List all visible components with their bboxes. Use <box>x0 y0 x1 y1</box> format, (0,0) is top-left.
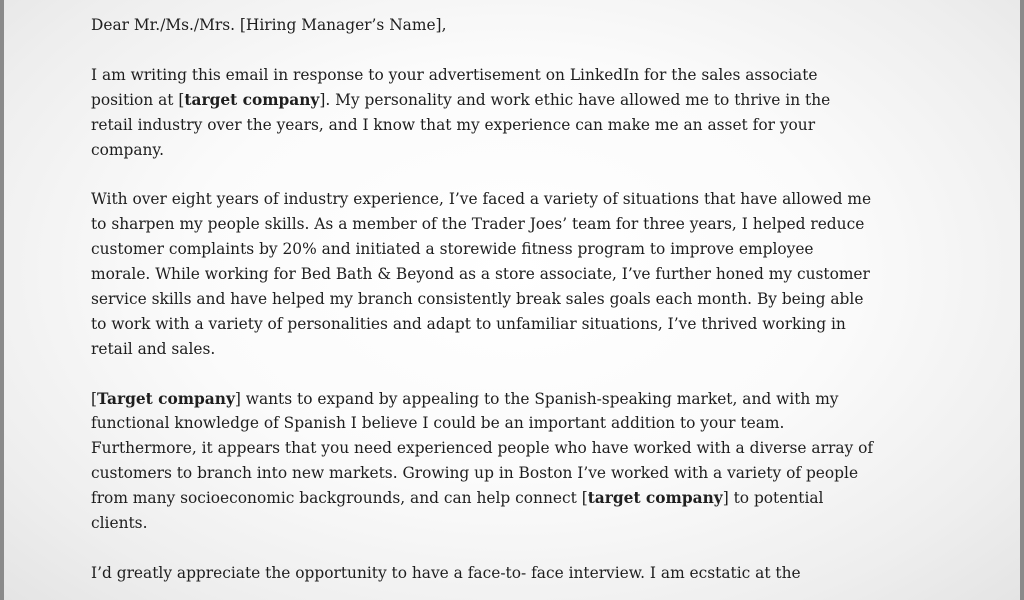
text-line <box>91 387 971 412</box>
paragraph-intro <box>91 63 971 163</box>
text-line: morale. While working for Bed Bath & Beyond as a store associate, I’ve further honed my customer <box>91 265 870 284</box>
text-run: ] wants to expand by appealing to the Spanish-speaking market, and with my <box>234 389 839 408</box>
text-line <box>91 486 971 511</box>
bold-placeholder: Target company <box>97 389 235 408</box>
text-run: ] to potential <box>722 489 824 508</box>
text-line <box>91 88 971 113</box>
paragraph-company-fit <box>91 387 971 536</box>
text-line: clients. <box>91 514 148 533</box>
page-left-border <box>0 0 4 600</box>
bold-placeholder: target company <box>587 489 723 508</box>
text-line: retail and sales. <box>91 339 216 358</box>
text-run: position at [ <box>91 90 185 109</box>
text-line: customers to branch into new markets. Growing up in Boston I’ve worked with a variety of people <box>91 464 859 483</box>
salutation: Dear Mr./Ms./Mrs. [Hiring Manager’s Name], <box>91 16 447 34</box>
text-line: to work with a variety of personalities and adapt to unfamiliar situations, I’ve thrived working in <box>91 314 846 333</box>
text-line: to sharpen my people skills. As a member of the Trader Joes’ team for three years, I helped reduce <box>91 215 865 234</box>
text-line: company. <box>91 140 164 159</box>
text-line: service skills and have helped my branch consistently break sales goals each month. By being able <box>91 289 864 308</box>
text-line: customer complaints by 20% and initiated a storewide fitness program to improve employee <box>91 240 814 259</box>
page-right-border <box>1020 0 1024 600</box>
bold-placeholder: target company <box>184 90 320 109</box>
text-line: retail industry over the years, and I know that my experience can make me an asset for your <box>91 115 816 134</box>
text-line: Furthermore, it appears that you need experienced people who have worked with a diverse array of <box>91 439 874 458</box>
text-line: I’d greatly appreciate the opportunity to have a face-to- face interview. I am ecstatic at the <box>91 563 801 582</box>
text-run: ]. My personality and work ethic have allowed me to thrive in the <box>319 90 831 109</box>
text-run: from many socioeconomic backgrounds, and can help connect [ <box>91 489 588 508</box>
text-line: I am writing this email in response to your advertisement on LinkedIn for the sales associate <box>91 65 818 84</box>
text-line: functional knowledge of Spanish I believe I could be an important addition to your team. <box>91 414 785 433</box>
paragraph-closing <box>91 561 971 586</box>
paragraph-experience <box>91 187 971 361</box>
cover-letter-body <box>91 13 971 586</box>
text-run: [ <box>91 389 98 408</box>
text-line: With over eight years of industry experience, I’ve faced a variety of situations that have allowed me <box>91 190 872 209</box>
